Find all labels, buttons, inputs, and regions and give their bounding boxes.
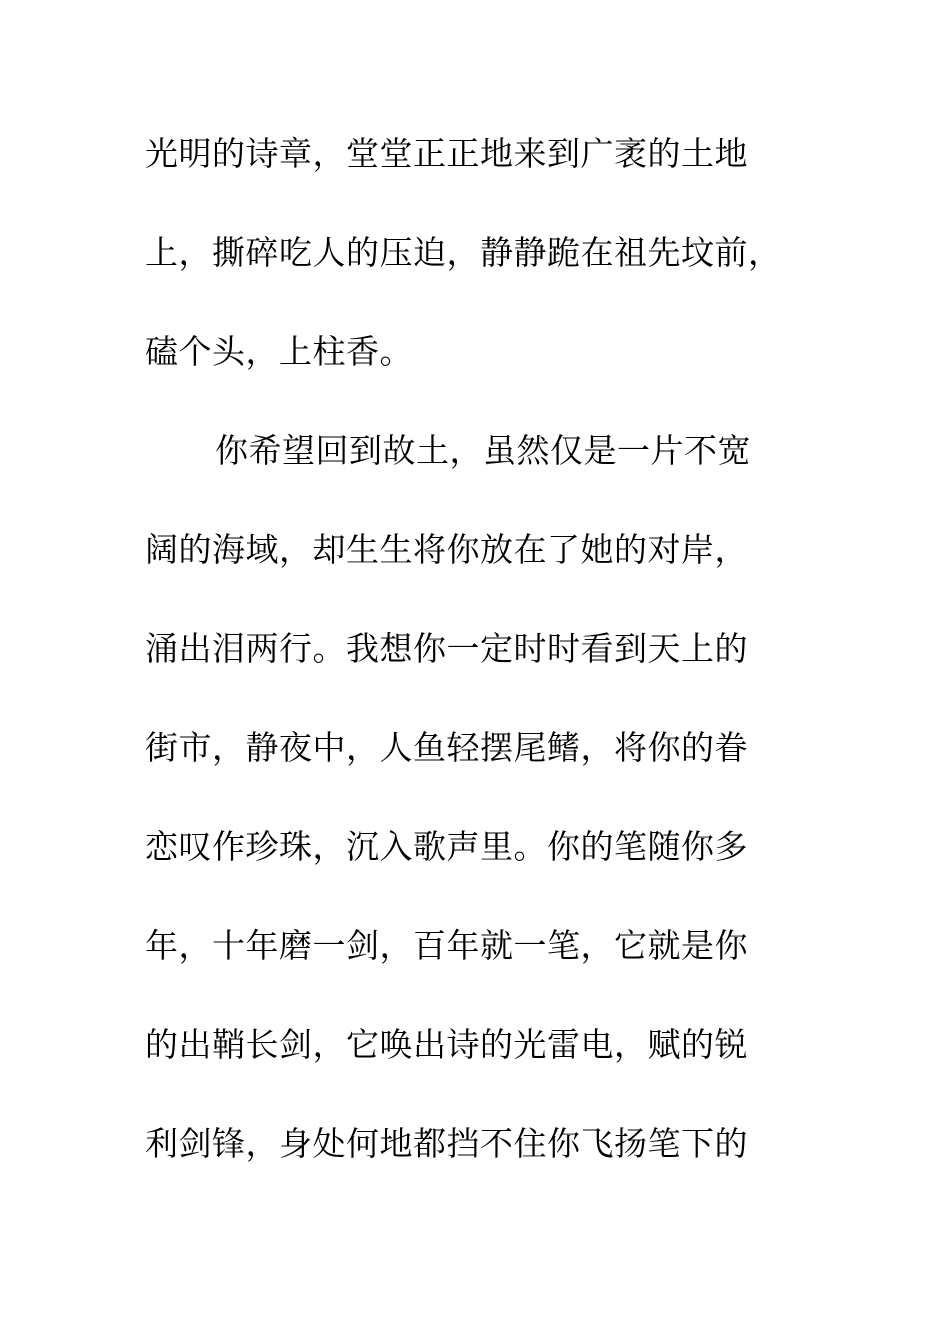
text-line: 阔的海域，却生生将你放在了她的对岸， xyxy=(145,530,748,569)
paragraph-first-line: 你希望回到故土，虽然仅是一片不宽 xyxy=(215,431,751,470)
text-line: 利剑锋，身处何地都挡不住你飞扬笔下的 xyxy=(145,1124,748,1163)
text-line: 光明的诗章，堂堂正正地来到广袤的土地 xyxy=(145,134,748,173)
text-line: 恋叹作珍珠，沉入歌声里。你的笔随你多 xyxy=(145,827,748,866)
text-line: 街市，静夜中，人鱼轻摆尾鳍，将你的眷 xyxy=(145,728,748,767)
text-line: 的出鞘长剑，它唤出诗的光雷电，赋的锐 xyxy=(145,1025,748,1064)
text-line: 涌出泪两行。我想你一定时时看到天上的 xyxy=(145,629,748,668)
text-line: 年，十年磨一剑，百年就一笔，它就是你 xyxy=(145,926,748,965)
text-line: 磕个头，上柱香。 xyxy=(145,332,413,371)
text-line: 上，撕碎吃人的压迫，静静跪在祖先坟前， xyxy=(145,233,782,272)
